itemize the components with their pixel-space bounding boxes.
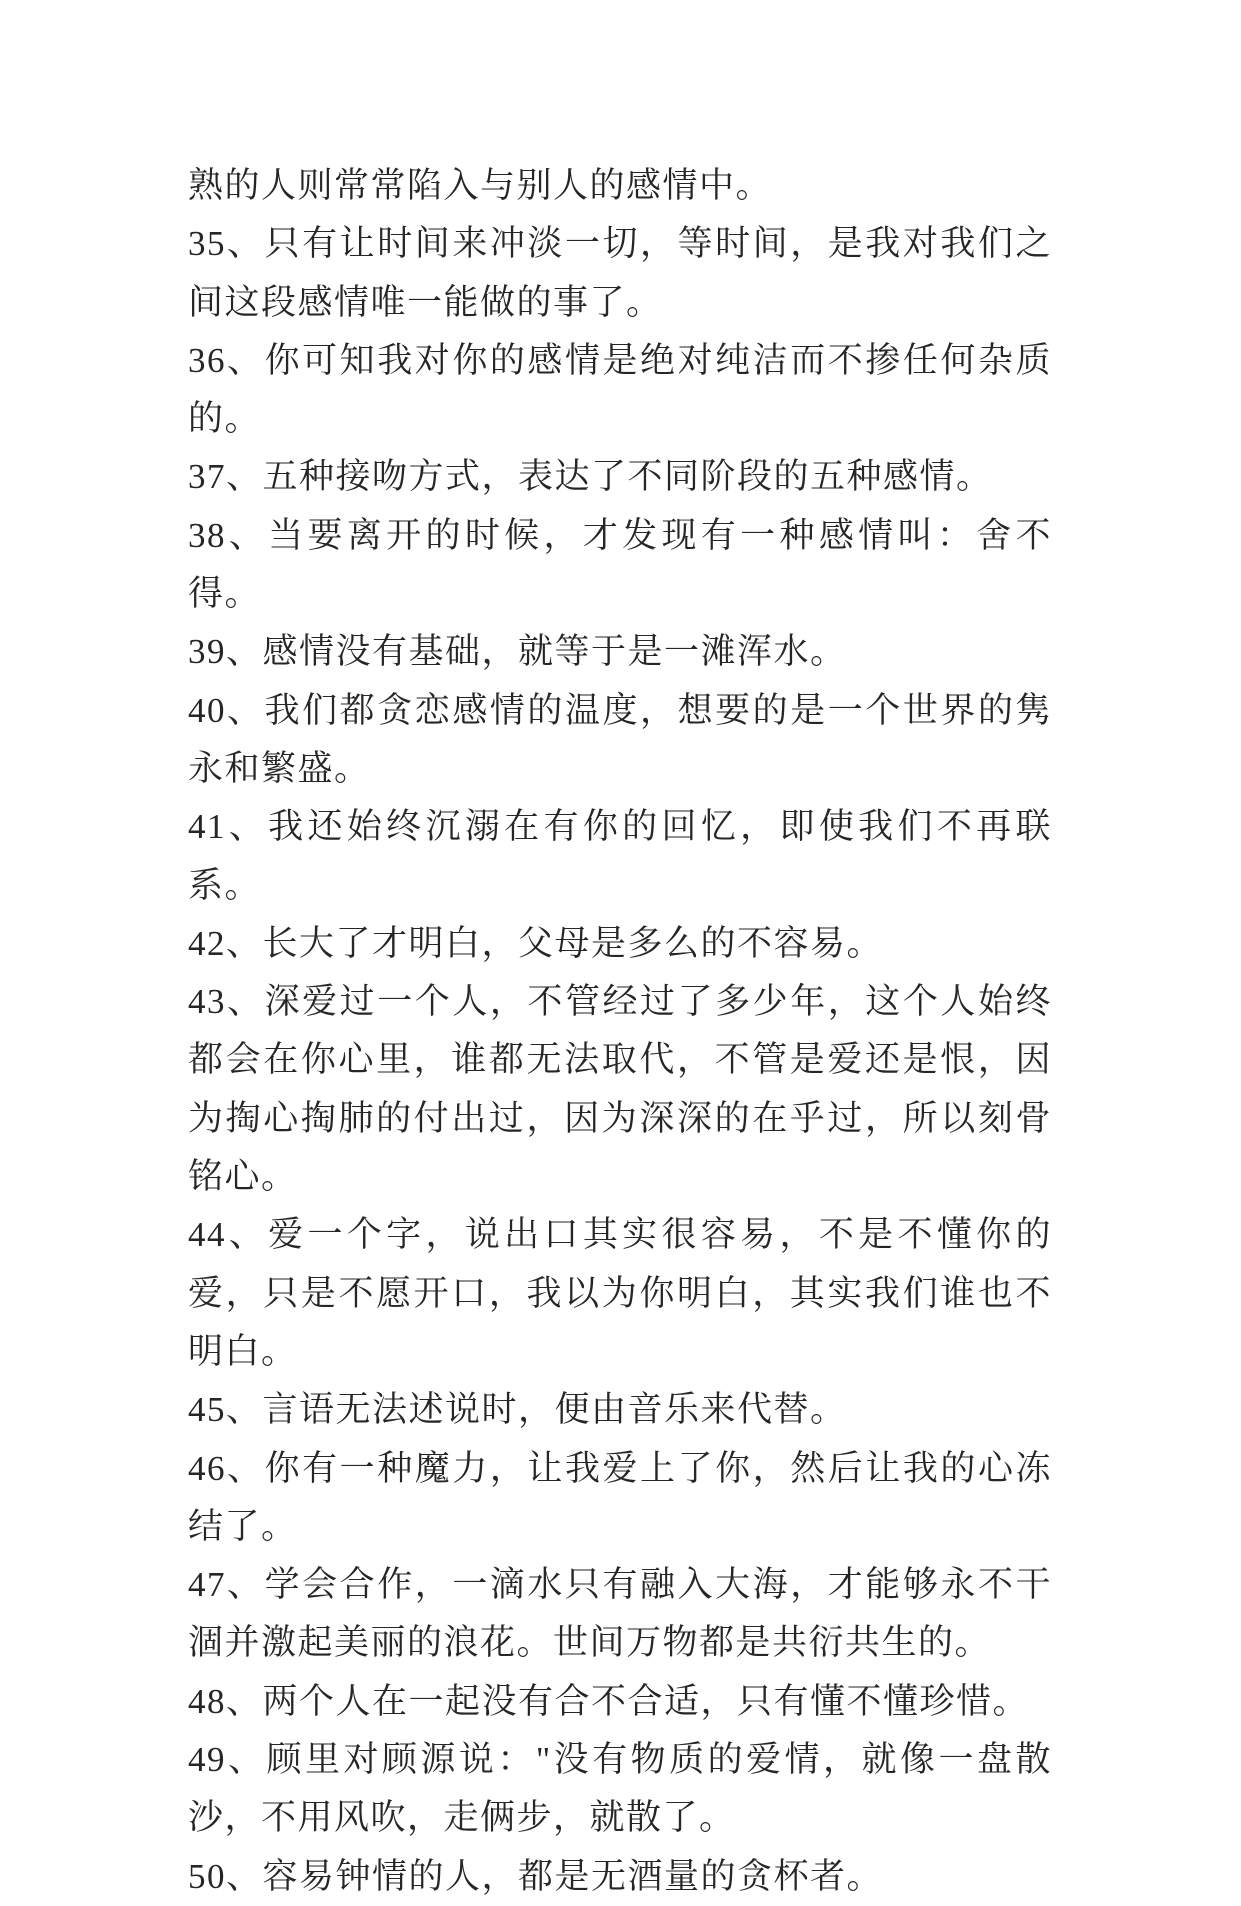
paragraph-item-46: 46、你有一种魔力，让我爱上了你，然后让我的心冻结了。 [188, 1448, 1052, 1546]
paragraph-item-45: 45、言语无法述说时，便由音乐来代替。 [188, 1390, 847, 1430]
paragraph-34-continuation: 熟的人则常常陷入与别人的感情中。 [188, 166, 773, 205]
paragraph-item-38: 38、当要离开的时候，才发现有一种感情叫：舍不得。 [188, 515, 1052, 614]
paragraph-item-43: 43、深爱过一个人，不管经过了多少年，这个人始终都会在你心里，谁都无法取代，不管是爱还是恨，因为掏心掏肺的付出过，因为深深的在乎过，所以刻骨铭心。 [188, 982, 1052, 1197]
paragraph-item-47: 47、学会合作，一滴水只有融入大海，才能够永不干涸并激起美丽的浪花。世间万物都是共衍共生的。 [188, 1565, 1052, 1663]
paragraph-item-50: 50、容易钟情的人，都是无酒量的贪杯者。 [188, 1856, 884, 1896]
paragraph-item-42: 42、长大了才明白，父母是多么的不容易。 [188, 923, 884, 963]
paragraph-item-37: 37、五种接吻方式，表达了不同阶段的五种感情。 [188, 457, 993, 497]
paragraph-item-35: 35、只有让时间来冲淡一切，等时间，是我对我们之间这段感情唯一能做的事了。 [188, 224, 1052, 322]
paragraph-item-39: 39、感情没有基础，就等于是一滩浑水。 [188, 632, 847, 672]
paragraph-item-41: 41、我还始终沉溺在有你的回忆，即使我们不再联系。 [188, 807, 1052, 905]
paragraph-item-48: 48、两个人在一起没有合不合适，只有懂不懂珍惜。 [188, 1681, 1030, 1721]
document-body [188, 157, 1052, 1906]
paragraph-item-40: 40、我们都贪恋感情的温度，想要的是一个世界的隽永和繁盛。 [188, 690, 1052, 788]
paragraph-item-44: 44、爱一个字，说出口其实很容易，不是不懂你的爱，只是不愿开口，我以为你明白，其实我们谁也不明白。 [188, 1215, 1052, 1371]
paragraph-item-36: 36、你可知我对你的感情是绝对纯洁而不掺任何杂质的。 [188, 340, 1052, 439]
paragraph-item-49: 49、顾里对顾源说："没有物质的爱情，就像一盘散沙，不用风吹，走俩步，就散了。 [188, 1740, 1052, 1838]
